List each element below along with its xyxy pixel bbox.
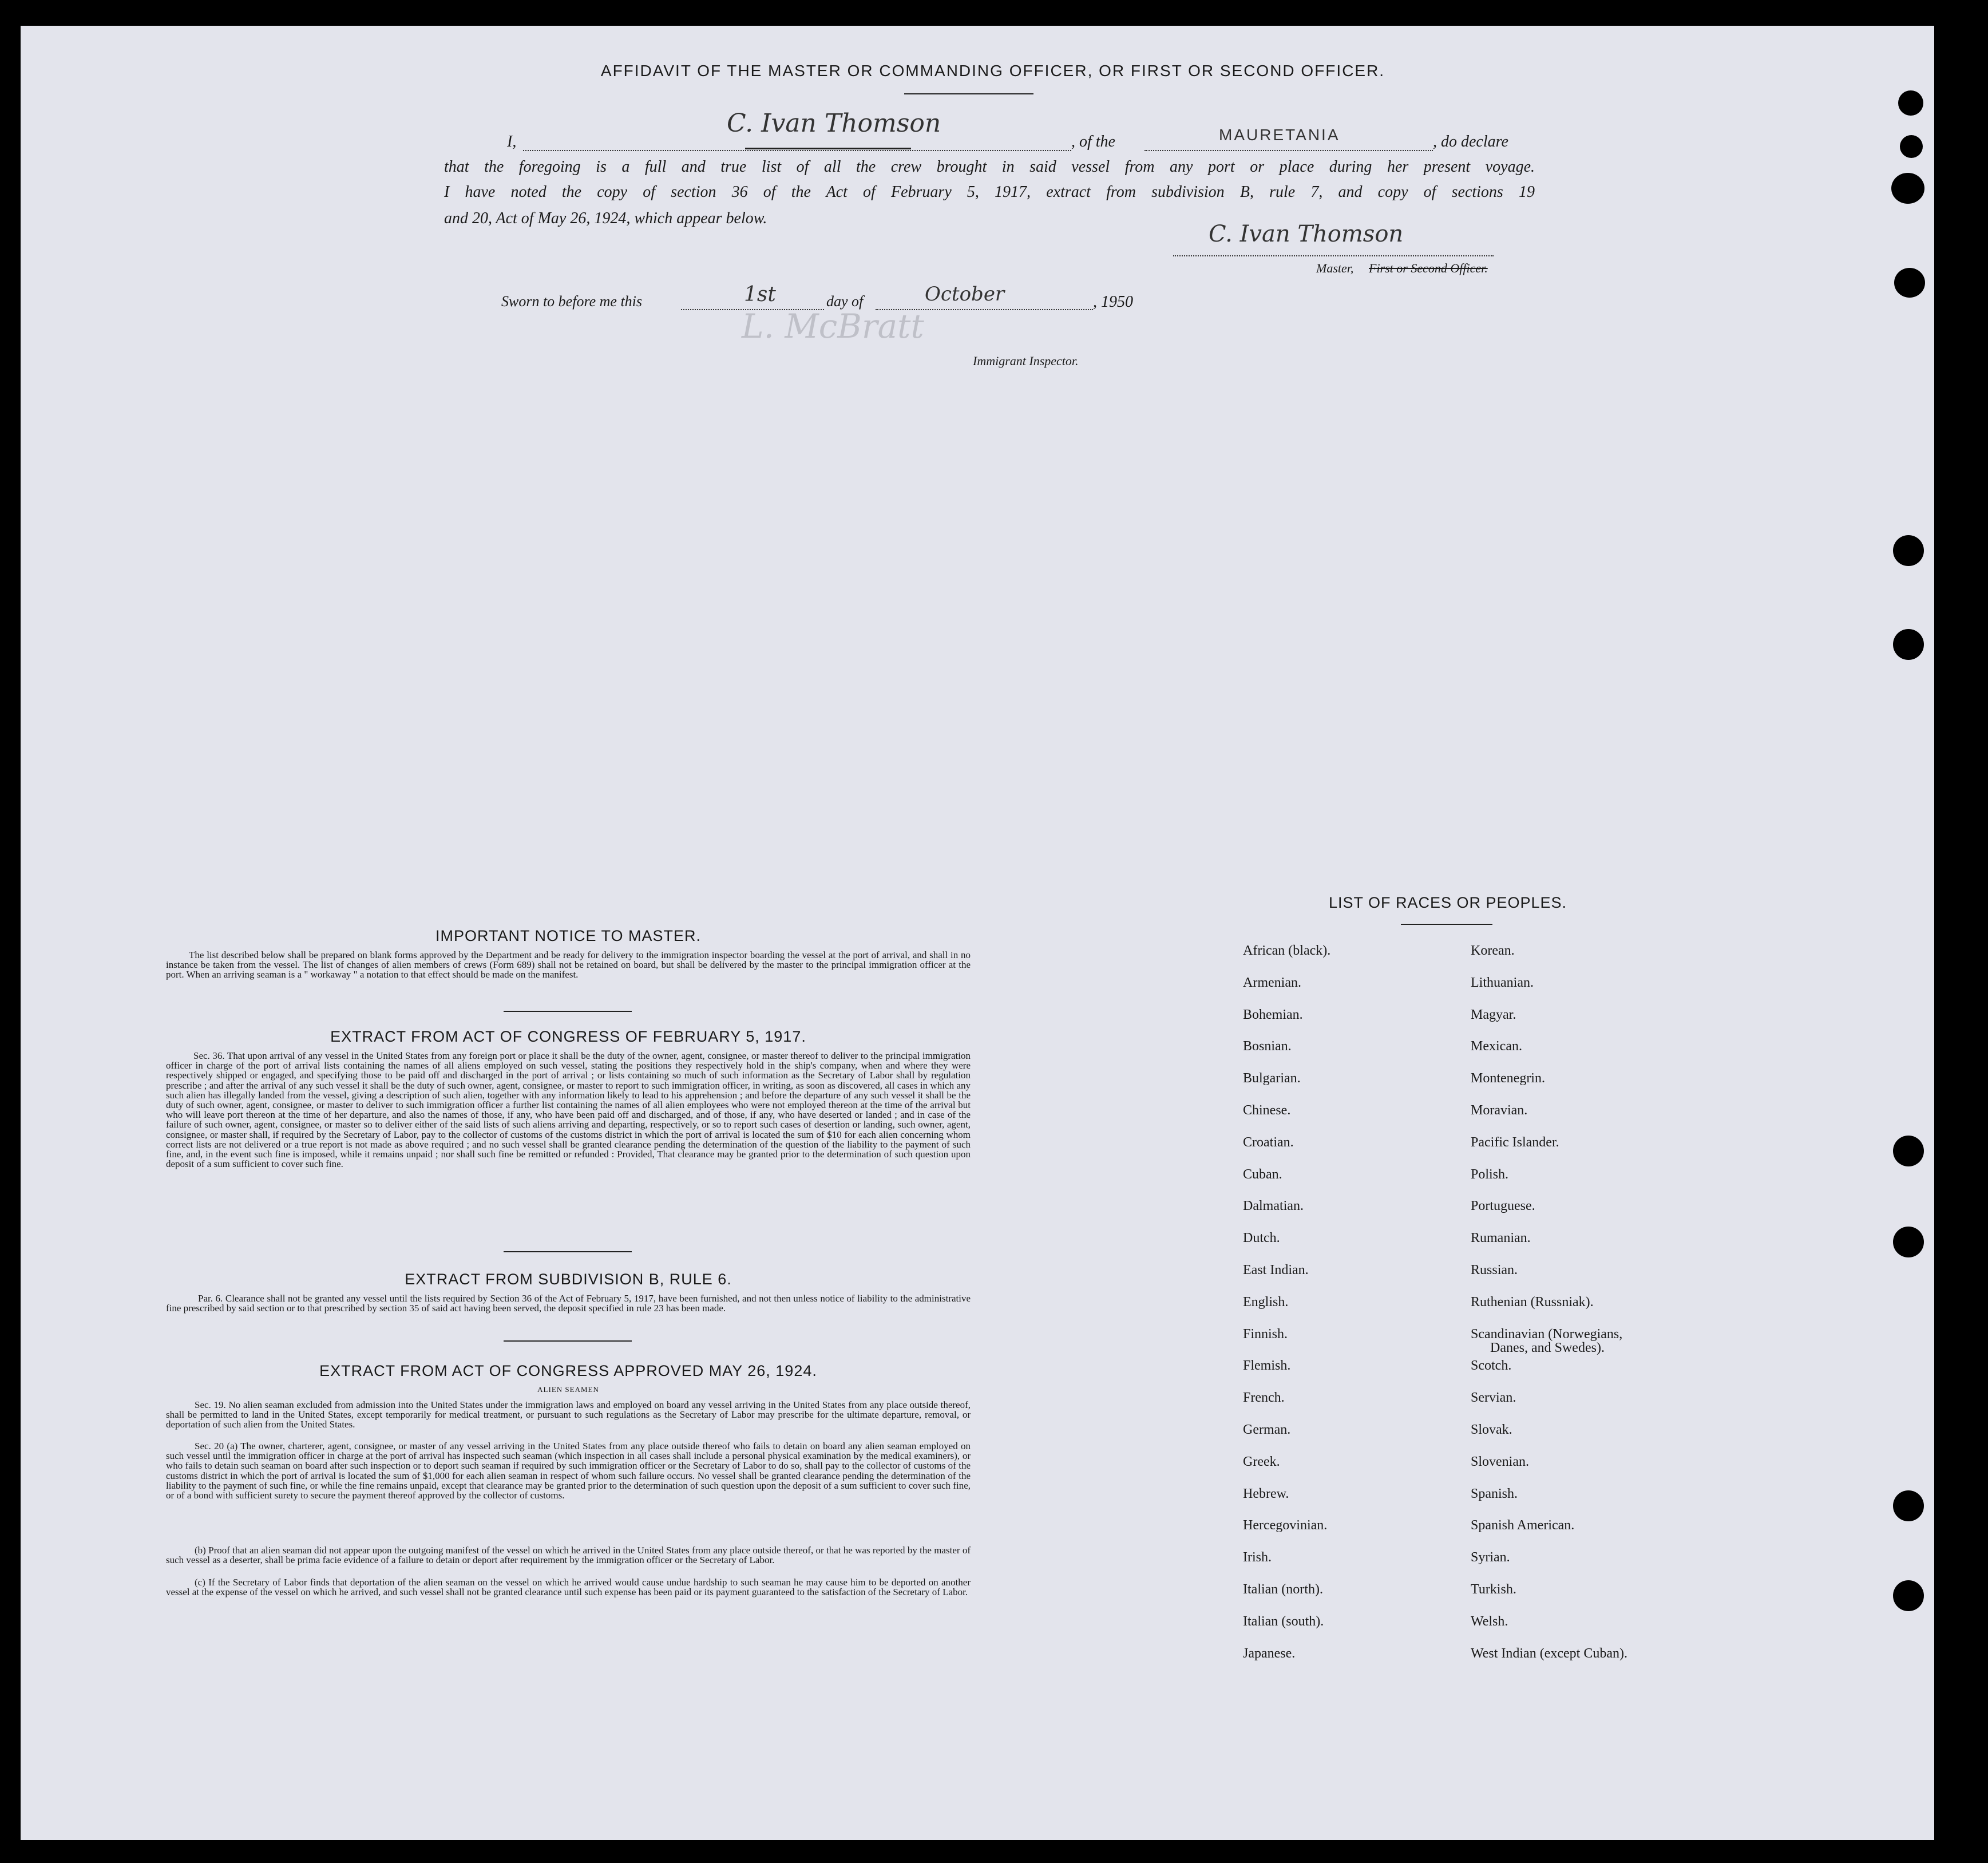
day-value: 1st: [744, 283, 776, 306]
race-item: East Indian.: [1243, 1263, 1309, 1277]
notice-rule: [504, 1011, 632, 1012]
race-item: Japanese.: [1243, 1646, 1296, 1661]
race-item: West Indian (except Cuban).: [1471, 1646, 1627, 1661]
race-item: Pacific Islander.: [1471, 1135, 1559, 1150]
race-item: Russian.: [1471, 1263, 1518, 1277]
punch-hole: [1894, 268, 1925, 298]
sec20a-body: Sec. 20 (a) The owner, charterer, agent, consignee, or master of any vessel arriving in the United States from any place outside thereof who fails to detain on board any alien seaman employed on such vessel until the immigration officer in charge at the port of arrival has inspected such seaman (which inspection in all cases shall include a personal physical examination by the medical examiners), or who fails to detain such seaman on board after such inspection or to deport such seaman if required by such immigration officer or the Secretary of Labor to do so, shall pay to the collector of customs of the customs district in which the port of arrival is located the sum of $1,000 for each alien seaman in respect of whom such failure occurs. No vessel shall be granted clearance pending the determination of the liability to the payment of such fine, or while the fine remains unpaid, except that clearance may be granted prior to the determination of such question upon the deposit of a sum sufficient to cover such fine, or of a bond with sufficient surety to secure the payment thereof approved by the collector of customs.: [166, 1441, 971, 1501]
sec20c-body: (c) If the Secretary of Labor finds that deportation of the alien seaman on the vessel on which he arrived would cause undue hardship to such seaman he may cause him to be deported on another vessel at the expense of the vessel on which he arrived, and such vessel shall not be granted clearance until such expense has been paid or its payment guaranteed to the satisfaction of the Secretary of Labor.: [166, 1577, 971, 1598]
punch-hole: [1893, 1490, 1924, 1521]
race-item: Portuguese.: [1471, 1199, 1535, 1213]
master-signature: C. Ivan Thomson: [727, 109, 941, 138]
title-rule: [904, 93, 1033, 94]
race-item: Moravian.: [1471, 1103, 1528, 1118]
rule6-rule: [504, 1340, 632, 1342]
do-declare-label: , do declare: [1433, 133, 1508, 151]
race-item: Bulgarian.: [1243, 1071, 1301, 1086]
race-item: Rumanian.: [1471, 1231, 1531, 1245]
race-item: Slovak.: [1471, 1422, 1512, 1437]
race-item: German.: [1243, 1422, 1291, 1437]
races-rule: [1401, 924, 1492, 925]
race-item: Lithuanian.: [1471, 975, 1534, 990]
extract-1917-body: Sec. 36. That upon arrival of any vessel in the United States from any foreign port or place it shall be the duty of the owner, agent, consignee, or master thereof to deliver to the principal immigration officer in charge of the port of arrival lists containing the names of all aliens employed on such vessel, stating the positions they respectively hold in the ship's company, when and where they were respectively shipped or engaged, and specifying those to be paid off and discharged in the port of arrival ; or lists containing so much of such information as the Secretary of Labor shall by regulation prescribe ; and after the arrival of any such vessel it shall be the duty of such owner, agent, consignee, or master to report to such immigration officer, in writing, as soon as discovered, all cases in which any such alien has illegally landed from the vessel, giving a description of such alien, together with any information likely to lead to his apprehension ; and before the departure of any such vessel it shall be the duty of such owner, agent, consignee, or master to deliver to such immigration officer a further list containing the names of all alien employees who were not employed thereon at the time of the arrival but who will leave port thereon at the time of her departure, and also the names of those, if any, who have been paid off and discharged, and of those, if any, who have deserted or landed ; and in case of the failure of such owner, agent, consignee, or master so to deliver either of the said lists of such aliens arriving and departing, respectively, or so to report such cases of desertion or landing, such owner, agent, consignee, or master shall, if required by the Secretary of Labor, pay to the collector of customs of the customs district in which the port of arrival is located the sum of $10 for each alien concerning whom correct lists are not delivered or a true report is not made as above required ; and no such vessel shall be granted clearance pending the determination of the question of the liability to the payment of such fine, and, in the event such fine is imposed, while it remains unpaid ; nor shall such fine be remitted or refunded : Provided, That clearance may be granted prior to the determination of such question upon deposit of a sum sufficient to cover such fine.: [166, 1050, 971, 1170]
month-value: October: [925, 283, 1005, 306]
race-item: Servian.: [1471, 1390, 1516, 1405]
declarant-label: I,: [507, 133, 517, 151]
race-item: Welsh.: [1471, 1614, 1508, 1629]
day-of-label: day of: [826, 293, 864, 310]
punch-hole: [1893, 1227, 1924, 1257]
rule6-body: Par. 6. Clearance shall not be granted any vessel until the lists required by Section 36 of the Act of February 5, 1917, have been furnished, and not then unless notice of liability to the administrative fine prescribed by said section or to that prescribed by section 35 of said act having been served, the deposit specified in rule 23 has been made.: [166, 1293, 971, 1314]
race-item: Bosnian.: [1243, 1039, 1292, 1054]
race-item: Montenegrin.: [1471, 1071, 1545, 1086]
year-label: , 1950: [1093, 293, 1133, 311]
alien-seamen-subheading: ALIEN SEAMEN: [537, 1385, 599, 1394]
race-item: Finnish.: [1243, 1327, 1288, 1342]
race-item: Greek.: [1243, 1454, 1280, 1469]
punch-hole: [1898, 90, 1923, 116]
race-item: Chinese.: [1243, 1103, 1291, 1118]
race-item: Irish.: [1243, 1550, 1272, 1565]
race-item: Bohemian.: [1243, 1007, 1303, 1022]
race-item: Dutch.: [1243, 1231, 1280, 1245]
punch-hole: [1900, 135, 1923, 158]
race-item: Ruthenian (Russniak).: [1471, 1295, 1594, 1310]
sec19-body: Sec. 19. No alien seaman excluded from admission into the United States under the immigration laws and employed on board any vessel arriving in the United States from any place outside thereof, shall be permitted to land in the United States, except temporarily for medical treatment, or pursuant to such regulations as the Secretary of Labor may prescribe for the ultimate departure, removal, or deportation of such alien from the United States.: [166, 1399, 971, 1430]
struck-officer-label: First or Second Officer.: [1369, 261, 1488, 275]
master-signature-field: [1173, 238, 1494, 256]
of-the-label: , of the: [1071, 133, 1115, 151]
race-item: Spanish American.: [1471, 1518, 1575, 1533]
notice-heading: IMPORTANT NOTICE TO MASTER.: [435, 927, 702, 944]
race-item: Italian (north).: [1243, 1582, 1323, 1597]
races-heading: LIST OF RACES OR PEOPLES.: [1328, 894, 1567, 911]
punch-hole: [1893, 1136, 1924, 1166]
sworn-label: Sworn to before me this: [501, 293, 643, 310]
race-item: Spanish.: [1471, 1486, 1518, 1501]
race-item: Hercegovinian.: [1243, 1518, 1328, 1533]
race-item: African (black).: [1243, 943, 1331, 958]
race-item: Dalmatian.: [1243, 1199, 1304, 1213]
race-item: Flemish.: [1243, 1358, 1291, 1373]
race-item: Hebrew.: [1243, 1486, 1289, 1501]
race-item: Italian (south).: [1243, 1614, 1324, 1629]
extract-1917-heading: EXTRACT FROM ACT OF CONGRESS OF FEBRUARY 5, 1917.: [330, 1028, 806, 1045]
race-item: Turkish.: [1471, 1582, 1516, 1597]
inspector-signature: L. McBratt: [742, 307, 924, 346]
extract-1917-rule: [504, 1251, 632, 1252]
declaration-line-2: I have noted the copy of section 36 of the Act of February 5, 1917, extract from subdivision B, rule 7, and copy of sections 19: [444, 183, 1535, 201]
race-item: Slovenian.: [1471, 1454, 1529, 1469]
declaration-line-3: and 20, Act of May 26, 1924, which appear below.: [444, 209, 767, 227]
punch-hole: [1893, 1580, 1924, 1611]
race-item: Polish.: [1471, 1167, 1509, 1182]
declaration-line-1: that the foregoing is a full and true list of all the crew brought in said vessel from any port or place during her present voyage.: [444, 158, 1535, 176]
race-item: English.: [1243, 1295, 1289, 1310]
race-item: Cuban.: [1243, 1167, 1282, 1182]
race-item: Korean.: [1471, 943, 1515, 958]
race-item: Syrian.: [1471, 1550, 1510, 1565]
race-item: Magyar.: [1471, 1007, 1516, 1022]
race-item: Mexican.: [1471, 1039, 1522, 1054]
race-item: Scotch.: [1471, 1358, 1512, 1373]
race-right-continuation: Danes, and Swedes).: [1490, 1340, 1605, 1355]
punch-hole: [1891, 173, 1924, 204]
inspector-label: Immigrant Inspector.: [973, 354, 1079, 368]
race-item: French.: [1243, 1390, 1285, 1405]
sec20b-body: (b) Proof that an alien seaman did not appear upon the outgoing manifest of the vessel on which he arrived in the United States from any place outside thereof, or that he was reported by the master of such vessel as a deserter, shall be prima facie evidence of a failure to detain or deport after requirement by the immigration officer or the Secretary of Labor.: [166, 1545, 971, 1566]
signature-underline: [745, 148, 911, 149]
punch-hole: [1893, 535, 1924, 566]
race-item: Scandinavian (Norwegians,: [1471, 1327, 1623, 1342]
race-item: Armenian.: [1243, 975, 1301, 990]
affidavit-title: AFFIDAVIT OF THE MASTER OR COMMANDING OFFICER, OR FIRST OR SECOND OFFICER.: [600, 62, 1385, 80]
rule6-heading: EXTRACT FROM SUBDIVISION B, RULE 6.: [405, 1271, 732, 1288]
master-signature-second: C. Ivan Thomson: [1209, 221, 1404, 247]
ship-name: MAURETANIA: [1219, 126, 1340, 144]
race-item: Croatian.: [1243, 1135, 1294, 1150]
extract-1924-heading: EXTRACT FROM ACT OF CONGRESS APPROVED MAY 26, 1924.: [319, 1362, 817, 1379]
notice-body: The list described below shall be prepared on blank forms approved by the Department and be ready for delivery to the immigration inspector boarding the vessel at the port of arrival, and shall in no instance be taken from the vessel. The list of changes of alien members of crews (Form 689) shall not be retained on board, but shall be delivered by the master to the principal immigration officer at the port. When an arriving seaman is a " workaway " a notation to that effect should be made on the manifest.: [166, 950, 971, 980]
master-label: Master,: [1316, 261, 1354, 275]
punch-hole: [1893, 629, 1924, 660]
